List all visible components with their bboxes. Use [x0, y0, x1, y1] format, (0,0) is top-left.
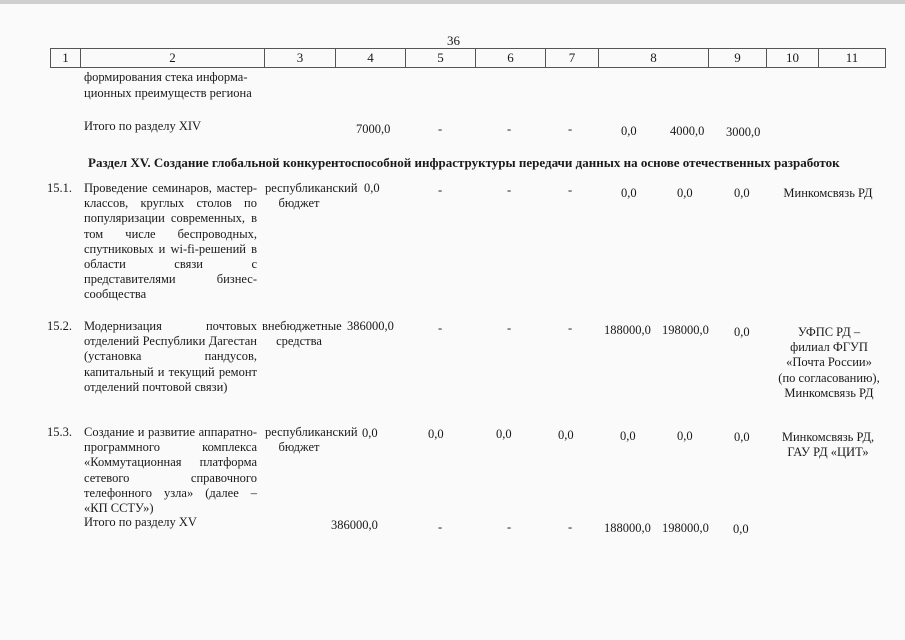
row-value-8: 0,0 — [620, 429, 636, 443]
total-xv-label: Итого по разделу XV — [84, 515, 197, 529]
table-header — [50, 48, 886, 68]
row-value-10: 0,0 — [734, 325, 750, 339]
total-xiv-value-5: - — [438, 122, 443, 136]
row-funding-source: республиканский бюджет — [265, 425, 358, 455]
row-value-4: 386000,0 — [347, 319, 394, 333]
row-value-9: 198000,0 — [662, 323, 709, 337]
row-number: 15.3. — [47, 425, 72, 439]
row-value-10: 0,0 — [734, 186, 750, 200]
total-xv-value-4: 386000,0 — [331, 518, 378, 532]
row-responsible: УФПС РД – филиал ФГУП «Почта России» (по согласованию), Минкомсвязь РД — [778, 325, 880, 400]
col-header-9: 9 — [708, 49, 766, 67]
row-value-4: 0,0 — [362, 426, 378, 440]
total-xv-value-8: 188000,0 — [604, 521, 651, 535]
total-xv-value-6: - — [507, 520, 512, 534]
col-header-7: 7 — [545, 49, 598, 67]
col-header-8: 8 — [598, 49, 708, 67]
row-value-5: 0,0 — [428, 427, 444, 441]
row-value-8: 0,0 — [621, 186, 637, 200]
row-value-7: - — [568, 183, 573, 197]
row-description: Создание и развитие аппаратно-программного комплекса «Коммутационная платформа сетевого справочного телефонного узла» (далее – «КП ССТУ») — [84, 425, 257, 516]
col-header-2: 2 — [80, 49, 264, 67]
total-xv-value-9: 198000,0 — [662, 521, 709, 535]
row-responsible: Минкомсвязь РД — [783, 186, 873, 200]
row-value-6: 0,0 — [496, 427, 512, 441]
section-heading: Раздел XV. Создание глобальной конкурентоспособной инфраструктуры передачи данных на основе отечественных разработок — [88, 155, 840, 170]
row-value-5: - — [438, 183, 443, 197]
total-xiv-value-6: - — [507, 122, 512, 136]
total-xv-value-7: - — [568, 520, 573, 534]
row-number: 15.2. — [47, 319, 72, 333]
row-value-9: 0,0 — [677, 429, 693, 443]
row-responsible: Минкомсвязь РД, ГАУ РД «ЦИТ» — [781, 430, 875, 460]
row-description: Модернизация почтовых отделений Республики Дагестан (установка пандусов, капитальный и текущий ремонт отделений почтовой связи) — [84, 319, 257, 394]
row-value-6: - — [507, 183, 512, 197]
scan-edge — [0, 0, 905, 4]
row-value-6: - — [507, 321, 512, 335]
row-value-7: 0,0 — [558, 428, 574, 442]
row-description: Проведение семинаров, мастер-классов, круглых столов по популяризации современных, в том числе беспроводных, спутниковых и wi-fi-решений в области связи с представителями бизнес-сообщества — [84, 181, 257, 302]
total-xiv-value-4: 7000,0 — [356, 122, 391, 136]
row-value-9: 0,0 — [677, 186, 693, 200]
row-number: 15.1. — [47, 181, 72, 195]
page-number: 36 — [447, 33, 460, 48]
row-value-10: 0,0 — [734, 430, 750, 444]
total-xiv-value-9: 4000,0 — [670, 124, 705, 138]
col-header-10: 10 — [766, 49, 818, 67]
total-xiv-label: Итого по разделу XIV — [84, 119, 202, 133]
row-value-4: 0,0 — [364, 181, 380, 195]
row-value-7: - — [568, 321, 573, 335]
row-value-5: - — [438, 321, 443, 335]
total-xv-value-5: - — [438, 520, 443, 534]
row-value-8: 188000,0 — [604, 323, 651, 337]
row-funding-source: республиканский бюджет — [265, 181, 358, 211]
col-header-1: 1 — [50, 49, 80, 67]
total-xiv-value-8: 0,0 — [621, 124, 637, 138]
col-header-5: 5 — [405, 49, 475, 67]
col-header-6: 6 — [475, 49, 545, 67]
total-xv-value-10: 0,0 — [733, 522, 749, 536]
row-funding-source: внебюджетные средства — [262, 319, 342, 349]
col-header-4: 4 — [335, 49, 405, 67]
carryover-line-1: формирования стека информа- — [84, 70, 248, 84]
carryover-line-2: ционных преимуществ региона — [84, 86, 252, 100]
col-header-11: 11 — [818, 49, 886, 67]
col-header-3: 3 — [264, 49, 335, 67]
total-xiv-value-7: - — [568, 122, 573, 136]
total-xiv-value-10: 3000,0 — [726, 125, 761, 139]
